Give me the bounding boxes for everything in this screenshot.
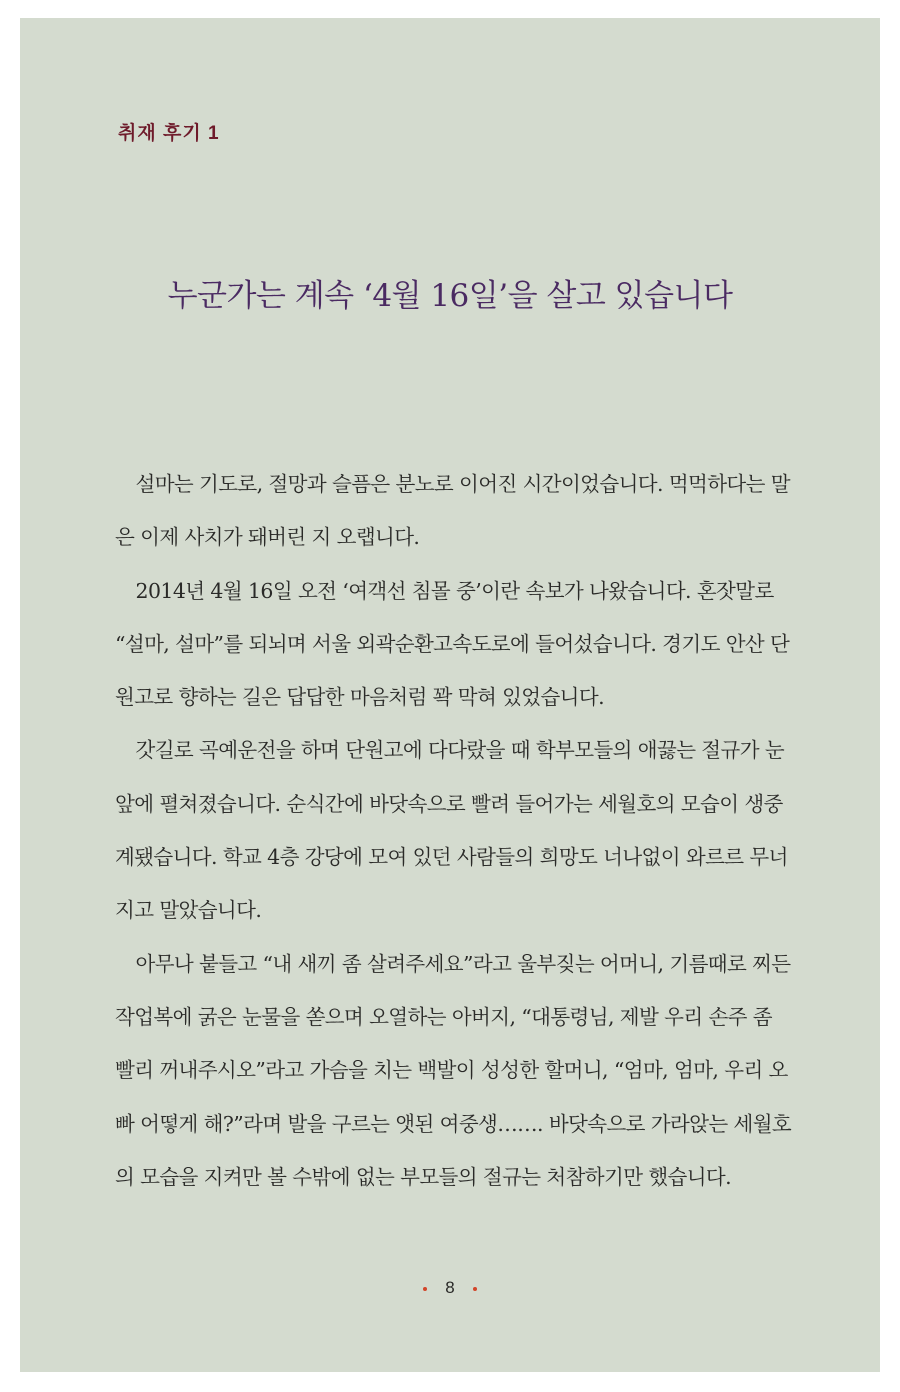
paragraph: 아무나 붙들고 “내 새끼 좀 살려주세요”라고 울부짖는 어머니, 기름때로 찌든 작업복에 굵은 눈물을 쏟으며 오열하는 아버지, “대통령님, 제발 우리 손주 좀 빨리 꺼내주시오”라고 가슴을 치는 백발이 성성한 할머니, “엄마, 엄마, 우리 오빠 어떻게 해?”라며 발을 구르는 앳된 여중생……. 바닷속으로 가라앉는 세월호의 모습을 지켜만 볼 수밖에 없는 부모들의 절규는 처참하기만 했습니다. <box>115 951 792 1189</box>
bullet-dot-icon <box>423 1287 427 1291</box>
page-number: 8 <box>445 1278 455 1297</box>
paragraph: 설마는 기도로, 절망과 슬픔은 분노로 이어진 시간이었습니다. 먹먹하다는 말은 이제 사치가 돼버린 지 오랩니다. <box>115 472 790 550</box>
paragraph: 2014년 4월 16일 오전 ‘여객선 침몰 중’이란 속보가 나왔습니다. 혼잣말로 “설마, 설마”를 되뇌며 서울 외곽순환고속도로에 들어섰습니다. 경기도 안산 단원고로 향하는 길은 답답한 마음처럼 꽉 막혀 있었습니다. <box>115 578 790 710</box>
book-page <box>20 18 880 1372</box>
paragraph: 갓길로 곡예운전을 하며 단원고에 다다랐을 때 학부모들의 애끓는 절규가 눈앞에 펼쳐졌습니다. 순식간에 바닷속으로 빨려 들어가는 세월호의 모습이 생중계됐습니다. 학교 4층 강당에 모여 있던 사람들의 희망도 너나없이 와르르 무너지고 말았습니다. <box>115 738 788 923</box>
chapter-title: 누군가는 계속 ‘4월 16일’을 살고 있습니다 <box>167 278 733 314</box>
body-text <box>115 458 795 1204</box>
bullet-dot-icon <box>473 1287 477 1291</box>
page-footer <box>20 1278 880 1298</box>
section-label: 취재 후기 1 <box>118 123 220 144</box>
